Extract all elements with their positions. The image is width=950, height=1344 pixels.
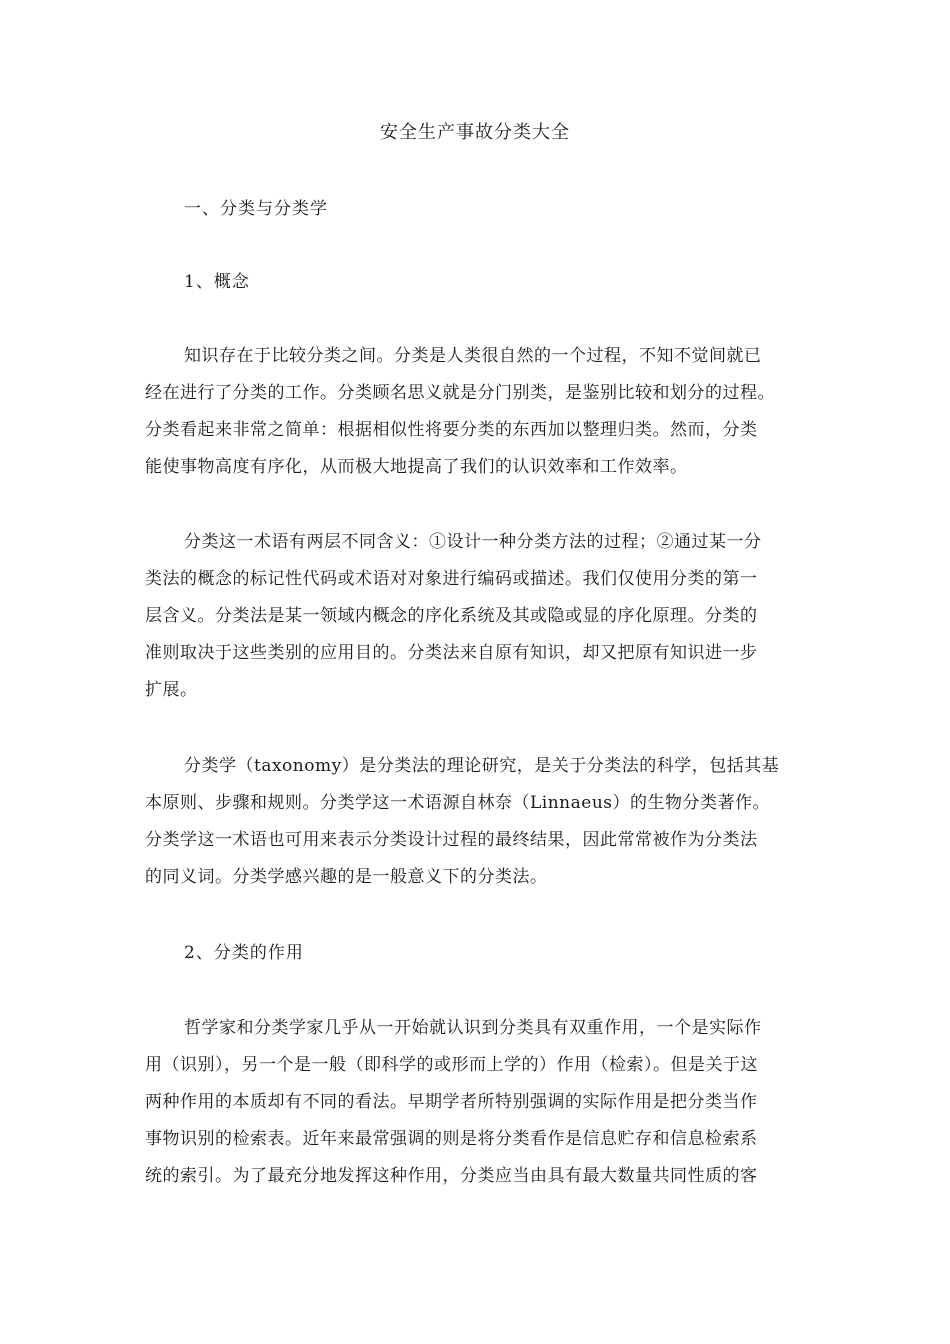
subsection-heading-concept: 1、概念 xyxy=(184,272,250,292)
paragraph-line: 用（识别），另一个是一般（即科学的或形而上学的）作用（检索）。但是关于这 xyxy=(145,1055,758,1075)
paragraph-line: 两种作用的本质却有不同的看法。早期学者所特别强调的实际作用是把分类当作 xyxy=(145,1092,758,1112)
paragraph-line: 分类看起来非常之简单：根据相似性将要分类的东西加以整理归类。然而，分类 xyxy=(145,420,758,440)
paragraph-line: 分类这一术语有两层不同含义：①设计一种分类方法的过程；②通过某一分 xyxy=(184,532,762,552)
paragraph-line: 统的索引。为了最充分地发挥这种作用，分类应当由具有最大数量共同性质的客 xyxy=(145,1166,758,1186)
paragraph-line: 分类学（taxonomy）是分类法的理论研究，是关于分类法的科学，包括其基 xyxy=(184,756,780,776)
paragraph-line: 哲学家和分类学家几乎从一开始就认识到分类具有双重作用，一个是实际作 xyxy=(184,1018,762,1038)
document-title: 安全生产事故分类大全 xyxy=(380,122,570,143)
paragraph-3 xyxy=(145,748,808,896)
paragraph-line: 本原则、步骤和规则。分类学这一术语源自林奈（Linnaeus）的生物分类著作。 xyxy=(145,793,770,813)
section-heading: 一、分类与分类学 xyxy=(184,199,328,219)
paragraph-line: 准则取决于这些类别的应用目的。分类法来自原有知识，却又把原有知识进一步 xyxy=(145,643,758,663)
paragraph-line: 分类学这一术语也可用来表示分类设计过程的最终结果，因此常常被作为分类法 xyxy=(145,830,758,850)
paragraph-line: 知识存在于比较分类之间。分类是人类很自然的一个过程，不知不觉间就已 xyxy=(184,346,762,366)
paragraph-4 xyxy=(145,1010,808,1195)
paragraph-line: 能使事物高度有序化，从而极大地提高了我们的认识效率和工作效率。 xyxy=(145,457,688,477)
paragraph-2 xyxy=(145,524,808,709)
paragraph-line: 类法的概念的标记性代码或术语对对象进行编码或描述。我们仅使用分类的第一 xyxy=(145,569,758,589)
paragraph-line: 经在进行了分类的工作。分类顾名思义就是分门别类，是鉴别比较和划分的过程。 xyxy=(145,383,775,403)
paragraph-line: 扩展。 xyxy=(145,680,198,700)
paragraph-1 xyxy=(145,338,808,486)
subsection-heading-function: 2、分类的作用 xyxy=(184,943,304,963)
paragraph-line: 事物识别的检索表。近年来最常强调的则是将分类看作是信息贮存和信息检索系 xyxy=(145,1129,758,1149)
paragraph-line: 层含义。分类法是某一领域内概念的序化系统及其或隐或显的序化原理。分类的 xyxy=(145,606,758,626)
paragraph-line: 的同义词。分类学感兴趣的是一般意义下的分类法。 xyxy=(145,867,548,887)
